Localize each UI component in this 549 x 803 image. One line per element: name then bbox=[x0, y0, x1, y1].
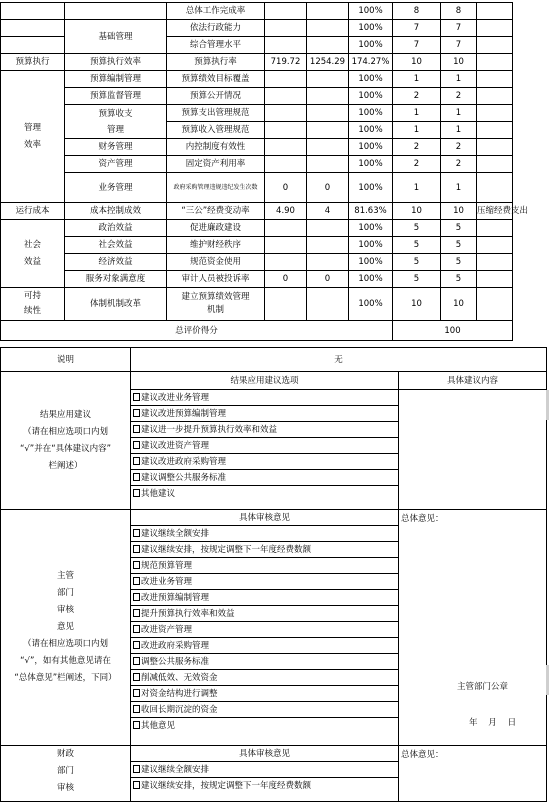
checkbox-icon[interactable] bbox=[133, 689, 140, 697]
full-score-cell: 2 bbox=[393, 139, 441, 156]
weight-cell: 100% bbox=[349, 156, 393, 173]
metric-name: 政府采购管理违规违纪发生次数 bbox=[167, 173, 265, 203]
score-cell: 2 bbox=[441, 156, 477, 173]
checkbox-icon[interactable] bbox=[133, 529, 140, 537]
result-options-header: 结果应用建议选项 bbox=[131, 372, 399, 390]
finance-review-label: 财政 部门 审核 bbox=[1, 746, 131, 802]
checkbox-option[interactable] bbox=[131, 470, 398, 486]
subcategory-cell: 基础管理 bbox=[65, 20, 167, 54]
checkbox-icon[interactable] bbox=[133, 409, 140, 417]
dept-overall-cell[interactable] bbox=[399, 510, 547, 746]
checkbox-option[interactable] bbox=[131, 702, 398, 718]
checkbox-option[interactable] bbox=[131, 454, 398, 470]
subcategory-cell: 预算编制管理 bbox=[65, 71, 167, 88]
metric-name: 固定资产利用率 bbox=[167, 156, 265, 173]
checkbox-icon[interactable] bbox=[133, 441, 140, 449]
checkbox-option[interactable] bbox=[131, 590, 398, 606]
weight-cell: 100% bbox=[349, 173, 393, 203]
dept-date-label: 年 月 日 bbox=[469, 718, 517, 728]
note-cell: 压缩经费支出 bbox=[477, 203, 513, 220]
score-cell: 1 bbox=[441, 71, 477, 88]
checkbox-label: 对资金结构进行调整 bbox=[141, 689, 218, 699]
weight-cell: 81.63% bbox=[349, 203, 393, 220]
checkbox-option[interactable] bbox=[131, 542, 398, 558]
checkbox-option[interactable] bbox=[131, 670, 398, 686]
subcategory-cell: 经济效益 bbox=[65, 254, 167, 271]
checkbox-icon[interactable] bbox=[133, 641, 140, 649]
full-score-cell: 1 bbox=[393, 71, 441, 88]
checkbox-label: 建议改进政府采购管理 bbox=[141, 457, 227, 467]
weight-cell: 100% bbox=[349, 271, 393, 288]
explain-label: 说明 bbox=[1, 348, 131, 372]
full-score-cell: 1 bbox=[393, 122, 441, 139]
weight-cell: 100% bbox=[349, 3, 393, 20]
metric-name: “三公”经费变动率 bbox=[167, 203, 265, 220]
checkbox-icon[interactable] bbox=[133, 545, 140, 553]
checkbox-label: 建议继续全额安排 bbox=[141, 529, 210, 539]
checkbox-label: 收回长期沉淀的资金 bbox=[141, 705, 218, 715]
checkbox-option[interactable] bbox=[131, 638, 398, 654]
subcategory-cell: 财务管理 bbox=[65, 139, 167, 156]
score-cell: 8 bbox=[441, 3, 477, 20]
subcategory-cell: 成本控制成效 bbox=[65, 203, 167, 220]
score-cell: 5 bbox=[441, 271, 477, 288]
metric-name: 综合管理水平 bbox=[167, 37, 265, 54]
full-score-cell: 5 bbox=[393, 254, 441, 271]
score-cell: 5 bbox=[441, 220, 477, 237]
weight-cell: 100% bbox=[349, 220, 393, 237]
checkbox-label: 建议继续全额安排 bbox=[141, 765, 210, 775]
finance-options-list bbox=[131, 762, 399, 802]
checkbox-option[interactable] bbox=[131, 406, 398, 422]
checkbox-label: 建议调整公共服务标准 bbox=[141, 473, 227, 483]
review-table bbox=[0, 347, 547, 802]
checkbox-label: 规范预算管理 bbox=[141, 561, 193, 571]
checkbox-icon[interactable] bbox=[133, 625, 140, 633]
checkbox-option[interactable] bbox=[131, 390, 398, 406]
checkbox-option[interactable] bbox=[131, 778, 398, 794]
weight-cell: 100% bbox=[349, 37, 393, 54]
score-cell: 5 bbox=[441, 254, 477, 271]
weight-cell: 100% bbox=[349, 254, 393, 271]
category-cell: 社会 效益 bbox=[1, 220, 65, 288]
total-score-value: 100 bbox=[393, 321, 513, 341]
checkbox-label: 改进政府采购管理 bbox=[141, 641, 210, 651]
weight-cell: 100% bbox=[349, 71, 393, 88]
dept-overall-label: 总体意见： bbox=[401, 514, 444, 524]
score-cell: 10 bbox=[441, 54, 477, 71]
checkbox-option[interactable] bbox=[131, 686, 398, 702]
dept-seal-label: 主管部门公章 bbox=[457, 682, 509, 692]
score-table bbox=[0, 2, 547, 341]
subcategory-cell: 政治效益 bbox=[65, 220, 167, 237]
score-cell: 1 bbox=[441, 122, 477, 139]
checkbox-icon[interactable] bbox=[133, 609, 140, 617]
checkbox-icon[interactable] bbox=[133, 705, 140, 713]
weight-cell: 100% bbox=[349, 105, 393, 122]
score-cell: 1 bbox=[441, 173, 477, 203]
metric-name: 审计人员被投诉率 bbox=[167, 271, 265, 288]
value-cell: 4.90 bbox=[265, 203, 307, 220]
result-options-list bbox=[131, 390, 399, 510]
checkbox-icon[interactable] bbox=[133, 593, 140, 601]
checkbox-option[interactable] bbox=[131, 486, 398, 502]
checkbox-label: 建议继续安排，按规定调整下一年度经费数额 bbox=[141, 545, 312, 555]
subcategory-cell: 服务对象满意度 bbox=[65, 271, 167, 288]
checkbox-label: 调整公共服务标准 bbox=[141, 657, 210, 667]
full-score-cell: 10 bbox=[393, 203, 441, 220]
score-cell: 2 bbox=[441, 139, 477, 156]
score-cell: 10 bbox=[441, 288, 477, 321]
value-cell: 0 bbox=[265, 271, 307, 288]
checkbox-option[interactable] bbox=[131, 606, 398, 622]
checkbox-icon[interactable] bbox=[133, 489, 140, 497]
weight-cell: 100% bbox=[349, 88, 393, 105]
full-score-cell: 1 bbox=[393, 105, 441, 122]
metric-name: 总体工作完成率 bbox=[167, 3, 265, 20]
full-score-cell: 10 bbox=[393, 54, 441, 71]
weight-cell: 100% bbox=[349, 237, 393, 254]
metric-name: 促进廉政建设 bbox=[167, 220, 265, 237]
full-score-cell: 7 bbox=[393, 20, 441, 37]
value-cell: 1254.29 bbox=[307, 54, 349, 71]
full-score-cell: 1 bbox=[393, 173, 441, 203]
checkbox-label: 改进预算编制管理 bbox=[141, 593, 210, 603]
dept-review-label: 主管 部门 审核 意见 （请在相应选项口内划 “√”，如有其他意见请在 “总体意见”栏阐述，下同） bbox=[1, 510, 131, 746]
subcategory-cell: 业务管理 bbox=[65, 173, 167, 203]
value-cell: 4 bbox=[307, 203, 349, 220]
checkbox-icon[interactable] bbox=[133, 425, 140, 433]
metric-name: 预算公开情况 bbox=[167, 88, 265, 105]
full-score-cell: 10 bbox=[393, 288, 441, 321]
score-cell: 1 bbox=[441, 105, 477, 122]
checkbox-icon[interactable] bbox=[133, 561, 140, 569]
score-cell: 10 bbox=[441, 203, 477, 220]
checkbox-option[interactable] bbox=[131, 718, 398, 734]
result-apply-label: 结果应用建议 （请在相应选项口内划 “√”并在“具体建议内容” 栏阐述） bbox=[1, 372, 131, 510]
score-cell: 2 bbox=[441, 88, 477, 105]
category-cell: 管理 效率 bbox=[1, 71, 65, 203]
score-cell: 5 bbox=[441, 237, 477, 254]
checkbox-label: 改进资产管理 bbox=[141, 625, 193, 635]
checkbox-option[interactable] bbox=[131, 622, 398, 638]
total-score-label: 总评价得分 bbox=[1, 321, 393, 341]
value-cell: 0 bbox=[265, 173, 307, 203]
full-score-cell: 5 bbox=[393, 237, 441, 254]
metric-name: 预算支出管理规范 bbox=[167, 105, 265, 122]
value-cell: 0 bbox=[307, 271, 349, 288]
subcategory-cell: 预算监督管理 bbox=[65, 88, 167, 105]
value-cell: 719.72 bbox=[265, 54, 307, 71]
weight-cell: 100% bbox=[349, 20, 393, 37]
checkbox-icon[interactable] bbox=[133, 393, 140, 401]
explain-value: 无 bbox=[131, 348, 547, 372]
checkbox-label: 其他建议 bbox=[141, 489, 176, 499]
weight-cell: 100% bbox=[349, 288, 393, 321]
checkbox-icon[interactable] bbox=[133, 457, 140, 465]
subcategory-cell: 资产管理 bbox=[65, 156, 167, 173]
full-score-cell: 8 bbox=[393, 3, 441, 20]
checkbox-option[interactable] bbox=[131, 574, 398, 590]
checkbox-option[interactable] bbox=[131, 438, 398, 454]
checkbox-option[interactable] bbox=[131, 422, 398, 438]
metric-name: 依法行政能力 bbox=[167, 20, 265, 37]
subcategory-cell: 体制机制改革 bbox=[65, 288, 167, 321]
finance-overall-label: 总体意见： bbox=[401, 750, 444, 760]
checkbox-option[interactable] bbox=[131, 558, 398, 574]
metric-name: 建立预算绩效管理 机制 bbox=[167, 288, 265, 321]
metric-name: 内控制度有效性 bbox=[167, 139, 265, 156]
finance-overall-cell[interactable] bbox=[399, 746, 547, 802]
checkbox-label: 建议改进业务管理 bbox=[141, 393, 210, 403]
checkbox-label: 建议改进预算编制管理 bbox=[141, 409, 227, 419]
weight-cell: 174.27% bbox=[349, 54, 393, 71]
checkbox-icon[interactable] bbox=[133, 473, 140, 481]
score-cell: 7 bbox=[441, 37, 477, 54]
finance-options-header: 具体审核意见 bbox=[131, 746, 399, 762]
checkbox-label: 建议改进资产管理 bbox=[141, 441, 210, 451]
full-score-cell: 5 bbox=[393, 220, 441, 237]
checkbox-label: 改进业务管理 bbox=[141, 577, 193, 587]
checkbox-label: 提升预算执行效率和效益 bbox=[141, 609, 235, 619]
full-score-cell: 2 bbox=[393, 88, 441, 105]
checkbox-icon[interactable] bbox=[133, 781, 140, 789]
checkbox-icon[interactable] bbox=[133, 721, 140, 729]
weight-cell: 100% bbox=[349, 139, 393, 156]
checkbox-option[interactable] bbox=[131, 526, 398, 542]
metric-name: 维护财经秩序 bbox=[167, 237, 265, 254]
checkbox-option[interactable] bbox=[131, 762, 398, 778]
full-score-cell: 7 bbox=[393, 37, 441, 54]
metric-name: 预算执行率 bbox=[167, 54, 265, 71]
result-content-header: 具体建议内容 bbox=[399, 372, 547, 390]
subcategory-cell: 预算收支 管理 bbox=[65, 105, 167, 139]
subcategory-cell: 预算执行效率 bbox=[65, 54, 167, 71]
checkbox-label: 削减低效、无效资金 bbox=[141, 673, 218, 683]
result-content-cell[interactable] bbox=[399, 390, 547, 510]
checkbox-icon[interactable] bbox=[133, 765, 140, 773]
dept-options-list bbox=[131, 526, 399, 746]
checkbox-label: 其他意见 bbox=[141, 721, 176, 731]
dept-options-header: 具体审核意见 bbox=[131, 510, 399, 526]
value-cell: 0 bbox=[307, 173, 349, 203]
score-cell: 7 bbox=[441, 20, 477, 37]
checkbox-icon[interactable] bbox=[133, 657, 140, 665]
category-cell: 可持 续性 bbox=[1, 288, 65, 321]
checkbox-label: 建议进一步提升预算执行效率和效益 bbox=[141, 425, 278, 435]
metric-name: 规范资金使用 bbox=[167, 254, 265, 271]
checkbox-icon[interactable] bbox=[133, 673, 140, 681]
metric-name: 预算收入管理规范 bbox=[167, 122, 265, 139]
weight-cell: 100% bbox=[349, 122, 393, 139]
checkbox-label: 建议继续安排，按规定调整下一年度经费数额 bbox=[141, 781, 312, 791]
checkbox-option[interactable] bbox=[131, 654, 398, 670]
full-score-cell: 2 bbox=[393, 156, 441, 173]
checkbox-icon[interactable] bbox=[133, 577, 140, 585]
subcategory-cell: 社会效益 bbox=[65, 237, 167, 254]
category-cell: 运行成本 bbox=[1, 203, 65, 220]
metric-name: 预算绩效目标覆盖 bbox=[167, 71, 265, 88]
full-score-cell: 5 bbox=[393, 271, 441, 288]
category-cell: 预算执行 bbox=[1, 54, 65, 71]
